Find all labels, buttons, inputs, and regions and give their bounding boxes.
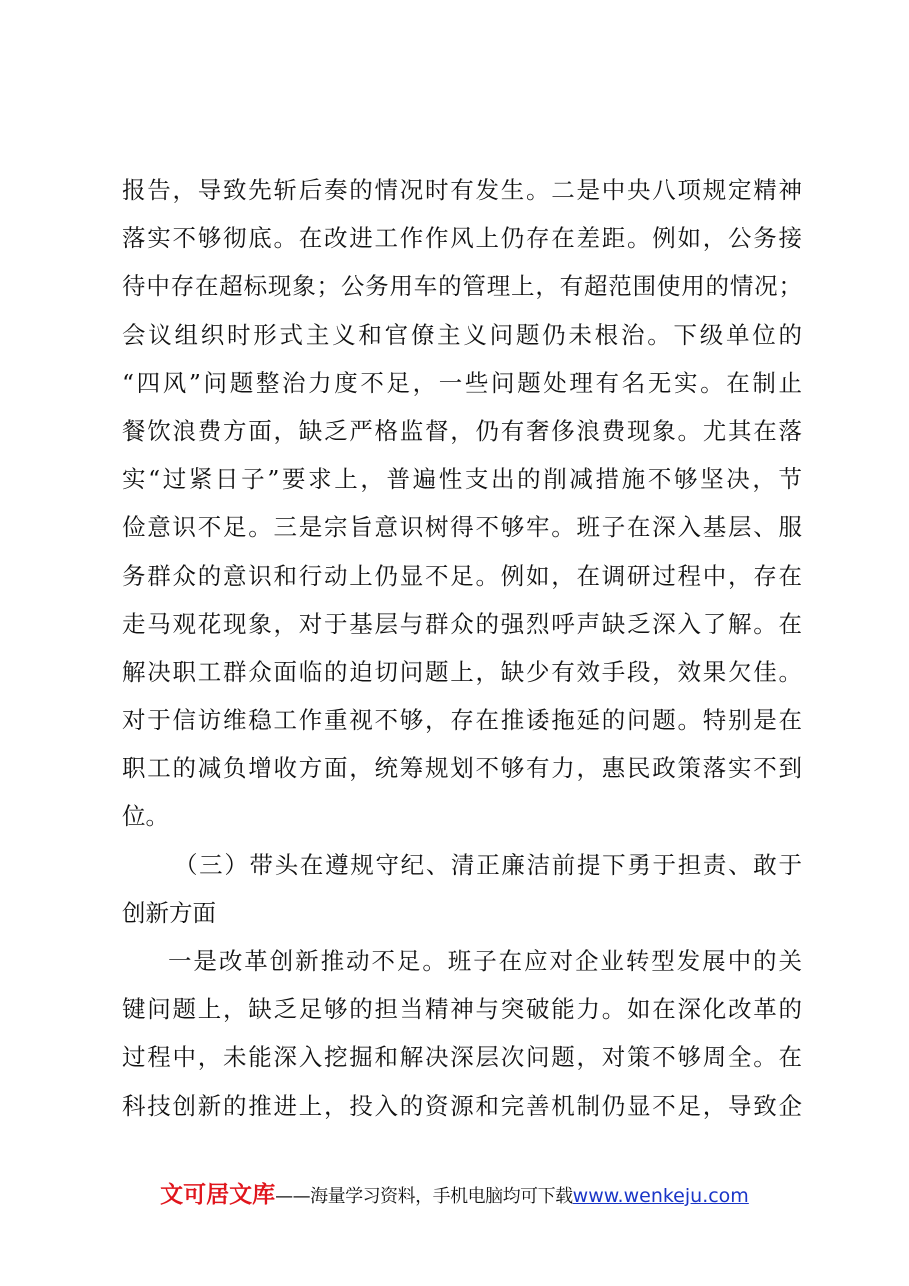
- text-line: 报告，导致先斩后奏的情况时有发生。二是中央八项规定精神: [122, 176, 802, 204]
- text-line: 科技创新的推进上，投入的资源和完善机制仍显不足，导致企: [122, 1091, 802, 1120]
- text-line: 对于信访维稳工作重视不够，存在推诿拖延的问题。特别是在: [122, 706, 802, 735]
- paragraph-1: [122, 166, 802, 841]
- text-line: 会议组织时形式主义和官僚主义问题仍未根治。下级单位的: [122, 320, 802, 349]
- paragraph-2: [122, 937, 802, 1130]
- text-line: 走马观花现象，对于基层与群众的强烈呼声缺乏深入了解。在: [122, 609, 802, 638]
- text-line: 俭意识不足。三是宗旨意识树得不够牢。班子在深入基层、服: [122, 513, 802, 542]
- section-heading: [122, 841, 802, 937]
- footer-link[interactable]: www.wenkeju.com: [572, 1185, 749, 1207]
- text-line: “四风”问题整治力度不足，一些问题处理有名无实。在制止: [122, 368, 802, 397]
- page-footer: [0, 1178, 909, 1214]
- text-line: 位。: [122, 802, 169, 831]
- text-line: 实“过紧日子”要求上，普遍性支出的削减措施不够坚决，节: [122, 465, 802, 494]
- footer-tagline: ——海量学习资料，手机电脑均可下载: [275, 1186, 573, 1207]
- text-line: 过程中，未能深入挖掘和解决深层次问题，对策不够周全。在: [122, 1043, 802, 1072]
- text-line: 餐饮浪费方面，缺乏严格监督，仍有奢侈浪费现象。尤其在落: [122, 416, 802, 445]
- heading-line: （三）带头在遵规守纪、清正廉洁前提下勇于担责、敢于: [174, 850, 802, 879]
- text-line: 务群众的意识和行动上仍显不足。例如，在调研过程中，存在: [122, 561, 802, 590]
- document-body: [122, 166, 802, 1130]
- text-line: 键问题上，缺乏足够的担当精神与突破能力。如在深化改革的: [122, 995, 802, 1024]
- text-line: 一是改革创新推动不足。班子在应对企业转型发展中的关: [168, 947, 802, 975]
- footer-brand: 文可居文库: [160, 1182, 276, 1208]
- heading-line: 创新方面: [122, 898, 216, 927]
- text-line: 职工的减负增收方面，统筹规划不够有力，惠民政策落实不到: [122, 754, 802, 783]
- text-line: 待中存在超标现象；公务用车的管理上，有超范围使用的情况；: [122, 272, 802, 301]
- text-line: 解决职工群众面临的迫切问题上，缺少有效手段，效果欠佳。: [122, 657, 802, 686]
- text-line: 落实不够彻底。在改进工作作风上仍存在差距。例如，公务接: [122, 224, 802, 253]
